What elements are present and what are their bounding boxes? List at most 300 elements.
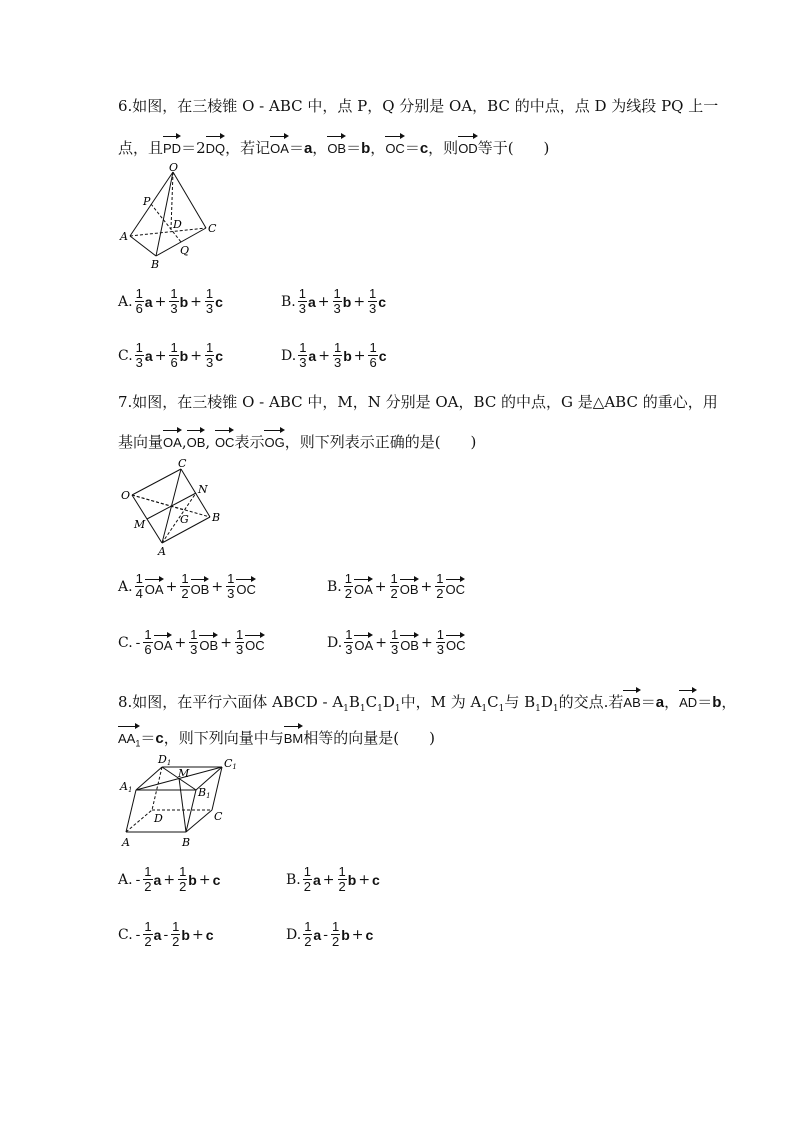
fraction: [205, 287, 214, 316]
text: AA: [118, 731, 136, 746]
numerator: 1: [304, 919, 312, 934]
term: [134, 341, 153, 370]
vector-ob: OB: [187, 428, 206, 453]
term: [225, 572, 256, 601]
fraction: [180, 572, 189, 601]
text: 的交点.若: [558, 693, 624, 711]
subscript: 1: [359, 704, 366, 714]
numerator: 1: [345, 627, 353, 642]
vector-od: OD: [458, 134, 478, 159]
vector-b: b: [361, 140, 371, 157]
denominator: 3: [170, 301, 178, 316]
term: [302, 865, 321, 894]
term: [168, 341, 188, 370]
q7-option-d[interactable]: [327, 628, 465, 657]
numerator: 1: [390, 571, 398, 586]
numerator: 1: [299, 340, 307, 355]
q8-parallelepiped-figure: [118, 752, 248, 852]
term: [302, 920, 321, 949]
vector: OB: [400, 633, 419, 653]
vector: OC: [446, 633, 466, 653]
term: [134, 572, 164, 601]
operator: +: [420, 578, 433, 595]
vector: a: [312, 871, 321, 888]
vector-oa: OA: [270, 134, 289, 159]
numerator: 1: [135, 340, 143, 355]
denominator: 2: [338, 879, 346, 894]
denominator: 3: [135, 355, 143, 370]
label-m: M: [178, 767, 190, 780]
denominator: 3: [227, 586, 235, 601]
text: ，若记: [225, 139, 271, 157]
numerator: 1: [135, 286, 143, 301]
term: [297, 287, 316, 316]
fraction: [171, 920, 180, 949]
operator: +: [322, 871, 335, 888]
segment-an: [162, 493, 196, 543]
fraction: [368, 341, 377, 370]
vector-ab: AB: [623, 688, 640, 713]
term: [337, 865, 357, 894]
denominator: 2: [181, 586, 189, 601]
subscript: 1: [498, 704, 505, 714]
numerator: 1: [144, 627, 152, 642]
denominator: 3: [333, 301, 341, 316]
text: 8.如图，在平行六面体 ABCD - A: [118, 693, 344, 711]
denominator: 2: [179, 879, 187, 894]
operator: +: [351, 926, 364, 943]
edge-a1a: [126, 790, 136, 832]
vector: c: [205, 926, 214, 943]
numerator: 1: [344, 571, 352, 586]
edge-ad: [126, 810, 152, 832]
text: 基向量: [118, 433, 164, 451]
label-c: C: [208, 222, 217, 235]
operator: +: [190, 347, 202, 364]
fraction: [436, 628, 445, 657]
text: 与 B: [504, 693, 536, 711]
numerator: 1: [436, 627, 444, 642]
vector-oc: OC: [215, 428, 235, 453]
vector: b: [341, 926, 350, 943]
term: [177, 865, 197, 894]
label-g: G: [180, 513, 189, 526]
denominator: 3: [436, 642, 444, 657]
q6-stem-line2: [118, 134, 549, 159]
fraction: [344, 628, 353, 657]
q6-option-c[interactable]: [118, 341, 223, 370]
label-b1: B1: [198, 786, 211, 800]
fraction: [298, 287, 307, 316]
vector: OB: [191, 577, 210, 597]
option-label: A.: [118, 293, 133, 310]
text: ＝2: [181, 139, 206, 157]
label-c: C: [214, 810, 223, 823]
numerator: 1: [179, 864, 187, 879]
text: ，则: [428, 139, 459, 157]
term: [234, 628, 265, 657]
operator: +: [420, 634, 433, 651]
q6-option-b[interactable]: [281, 287, 386, 316]
denominator: 3: [333, 355, 342, 370]
numerator: 1: [298, 286, 306, 301]
operator: -: [163, 926, 169, 943]
operator: +: [318, 347, 330, 364]
fraction: [226, 572, 235, 601]
vector: OA: [354, 577, 373, 597]
term: [343, 628, 373, 657]
operator: +: [353, 293, 366, 310]
vector: OC: [446, 577, 466, 597]
vector: a: [313, 926, 322, 943]
label-p: P: [143, 195, 151, 208]
label-a: A: [120, 230, 128, 243]
numerator: 1: [205, 286, 214, 301]
option-label: A.: [118, 871, 133, 888]
denominator: 3: [390, 642, 399, 657]
text: ，: [664, 693, 680, 711]
denominator: 4: [135, 586, 143, 601]
numerator: 1: [436, 571, 444, 586]
denominator: 6: [135, 301, 143, 316]
edge-c1c: [212, 767, 222, 810]
denominator: 2: [390, 586, 398, 601]
term: [213, 872, 221, 888]
text: 中，M 为 A: [400, 693, 482, 711]
operator: +: [211, 578, 224, 595]
option-label: B.: [281, 293, 296, 310]
vector: c: [365, 926, 374, 943]
operator: +: [358, 871, 371, 888]
label-m: M: [134, 518, 146, 531]
edge-b1b: [186, 790, 196, 832]
operator: -: [135, 634, 141, 651]
vector-oc: OC: [385, 134, 405, 159]
denominator: 2: [304, 934, 312, 949]
numerator: 1: [331, 919, 340, 934]
vector: c: [378, 293, 387, 310]
text: 相等的向量是( ): [303, 729, 435, 747]
vector-aa1: [118, 724, 140, 754]
vector-og: OG: [264, 428, 284, 453]
term: [365, 927, 373, 943]
term: [142, 920, 161, 949]
vector: c: [378, 347, 387, 364]
operator: +: [191, 926, 204, 943]
label-c: C: [178, 457, 187, 470]
label-d: D: [173, 218, 182, 231]
operator: +: [154, 347, 167, 364]
q6-tetrahedron-figure: [118, 160, 228, 272]
term: [434, 572, 465, 601]
vector: c: [212, 871, 221, 888]
vector: OC: [245, 633, 265, 653]
q8-option-a[interactable]: [118, 865, 220, 894]
vector: OA: [354, 633, 373, 653]
edge-ab: [130, 236, 156, 256]
option-label: B.: [327, 578, 342, 595]
text: ，则下列表示正确的是( ): [284, 433, 477, 451]
subscript: 1: [135, 738, 141, 749]
operator: -: [135, 926, 141, 943]
option-label: C.: [118, 634, 133, 651]
denominator: 6: [170, 355, 178, 370]
denominator: 2: [144, 934, 152, 949]
text: 点，且: [118, 139, 164, 157]
denominator: 3: [190, 642, 198, 657]
q8-option-d[interactable]: [286, 920, 373, 949]
q6-option-d[interactable]: [281, 341, 387, 370]
fraction: [178, 865, 187, 894]
term: [170, 920, 190, 949]
denominator: 6: [369, 355, 377, 370]
q6-stem-line1: 6.如图，在三棱锥 O - ABC 中，点 P，Q 分别是 OA，BC 的中点，点 D 为线段 PQ 上一: [118, 97, 719, 115]
term: [142, 865, 161, 894]
term: [168, 287, 188, 316]
option-label: D.: [281, 347, 297, 364]
term: [389, 628, 419, 657]
label-b: B: [151, 258, 160, 271]
vector-b: b: [712, 694, 722, 711]
fraction: [135, 341, 144, 370]
fraction: [143, 865, 152, 894]
option-label: C.: [118, 347, 133, 364]
term: [204, 287, 223, 316]
subscript: 1: [535, 704, 541, 714]
text: 表示: [234, 433, 265, 451]
operator: +: [154, 293, 167, 310]
denominator: 3: [205, 355, 214, 370]
operator: +: [317, 293, 330, 310]
term: [332, 341, 352, 370]
vector: a: [153, 926, 162, 943]
operator: +: [198, 871, 211, 888]
denominator: 3: [345, 642, 353, 657]
numerator: 1: [190, 627, 198, 642]
fraction: [390, 628, 399, 657]
segment-bm: [179, 778, 186, 832]
numerator: 1: [170, 286, 178, 301]
term: [367, 341, 386, 370]
label-q: Q: [180, 244, 190, 257]
term: [179, 572, 209, 601]
denominator: 3: [299, 355, 307, 370]
label-a: A: [122, 836, 130, 849]
label-b: B: [212, 511, 221, 524]
vector: a: [144, 293, 153, 310]
vector: b: [347, 871, 357, 888]
numerator: 1: [181, 571, 189, 586]
fraction: [169, 341, 178, 370]
label-c1: C1: [224, 757, 237, 771]
fraction: [143, 920, 152, 949]
vector-pd: PD: [163, 134, 181, 159]
vector-ob: OB: [327, 134, 346, 159]
q8-stem-line2: [118, 724, 435, 754]
operator: +: [374, 578, 387, 595]
q7-option-c[interactable]: [118, 628, 265, 657]
q7-option-a[interactable]: [118, 572, 256, 601]
numerator: 1: [135, 571, 143, 586]
numerator: 1: [227, 571, 235, 586]
text: ＝: [140, 729, 156, 747]
operator: +: [165, 578, 178, 595]
text: C: [365, 693, 378, 711]
operator: +: [190, 293, 202, 310]
text: ，则下列向量中与: [163, 729, 284, 747]
operator: +: [163, 871, 176, 888]
term: [372, 872, 380, 888]
text: ,: [181, 433, 187, 451]
vector: OA: [154, 633, 173, 653]
term: [142, 628, 172, 657]
vector: OB: [199, 633, 218, 653]
q8-stem-line1: [118, 688, 736, 719]
vector-ad: AD: [679, 688, 697, 713]
fraction: [298, 341, 307, 370]
vector: b: [181, 926, 190, 943]
q6-option-a[interactable]: [118, 287, 223, 316]
term: [332, 287, 352, 316]
term: [134, 287, 153, 316]
denominator: 2: [172, 934, 180, 949]
term: [188, 628, 218, 657]
vector: OB: [400, 577, 419, 597]
numerator: 1: [369, 286, 377, 301]
fraction: [143, 628, 152, 657]
text: ＝: [288, 139, 304, 157]
vector: c: [372, 871, 380, 888]
term: [297, 341, 316, 370]
fraction: [331, 920, 340, 949]
denominator: 3: [369, 301, 377, 316]
label-n: N: [198, 483, 208, 496]
text: ,: [205, 433, 215, 451]
vector-a: a: [303, 140, 313, 157]
fraction: [435, 572, 444, 601]
label-b: B: [182, 836, 191, 849]
vector-bm: BM: [284, 724, 304, 749]
vector-c: c: [419, 140, 429, 157]
text: B: [348, 693, 360, 711]
option-label: D.: [327, 634, 343, 651]
fraction: [333, 287, 342, 316]
edge-oc: [132, 469, 181, 495]
term: [204, 341, 223, 370]
denominator: 3: [205, 301, 214, 316]
denominator: 2: [344, 586, 352, 601]
operator: +: [174, 634, 187, 651]
q7-stem-line1: 7.如图，在三棱锥 O - ABC 中，M，N 分别是 OA，BC 的中点，G 是△ABC 的重心，用: [118, 393, 718, 411]
term: [435, 628, 466, 657]
operator: +: [353, 347, 366, 364]
vector: b: [343, 347, 352, 364]
numerator: 1: [333, 286, 341, 301]
numerator: 1: [235, 627, 244, 642]
subscript: 1: [377, 704, 383, 714]
denominator: 6: [144, 642, 152, 657]
subscript: 1: [481, 704, 488, 714]
denominator: 3: [298, 301, 306, 316]
operator: -: [323, 926, 328, 943]
denominator: 2: [303, 879, 311, 894]
term: [367, 287, 386, 316]
label-o: O: [121, 489, 131, 502]
vector: a: [144, 347, 153, 364]
option-label: C.: [118, 926, 133, 943]
numerator: 1: [144, 864, 152, 879]
fraction: [390, 572, 399, 601]
text: ＝: [346, 139, 362, 157]
vector: b: [342, 293, 352, 310]
numerator: 1: [303, 864, 311, 879]
fraction: [135, 287, 144, 316]
vector-a: a: [655, 694, 665, 711]
q7-stem-line2: [118, 428, 476, 453]
edge-bc: [186, 810, 212, 832]
vector: c: [215, 347, 223, 364]
denominator: 3: [235, 642, 244, 657]
vector-c: c: [155, 730, 164, 747]
numerator: 1: [390, 627, 399, 642]
text: ＝: [640, 693, 656, 711]
numerator: 1: [338, 864, 346, 879]
text: 等于( ): [477, 139, 550, 157]
vector: OA: [145, 577, 164, 597]
numerator: 1: [172, 919, 180, 934]
q7-option-b[interactable]: [327, 572, 465, 601]
vector-dq: DQ: [206, 134, 226, 159]
fraction: [303, 920, 312, 949]
denominator: 2: [331, 934, 340, 949]
option-label: B.: [286, 871, 301, 888]
fraction: [303, 865, 312, 894]
term: [206, 927, 214, 943]
option-label: A.: [118, 578, 133, 595]
numerator: 1: [170, 340, 178, 355]
q7-tetrahedron-figure: [118, 455, 228, 560]
label-a: A: [158, 545, 166, 558]
fraction: [235, 628, 244, 657]
term: [330, 920, 350, 949]
label-o: O: [169, 161, 179, 174]
operator: -: [135, 871, 141, 888]
label-d1: D1: [158, 753, 172, 767]
text: ，: [721, 693, 737, 711]
edge-d1d: [152, 767, 162, 810]
vector: b: [188, 871, 197, 888]
q8-option-b[interactable]: [286, 865, 380, 894]
fraction: [169, 287, 178, 316]
q8-option-c[interactable]: [118, 920, 214, 949]
option-label: D.: [286, 926, 302, 943]
subscript: 1: [394, 704, 401, 714]
operator: +: [220, 634, 232, 651]
vector: a: [307, 293, 316, 310]
vector-oa: OA: [163, 428, 182, 453]
fraction: [333, 341, 342, 370]
fraction: [344, 572, 353, 601]
numerator: 1: [333, 340, 342, 355]
text: D: [382, 693, 395, 711]
vector: a: [308, 347, 317, 364]
fraction: [135, 572, 144, 601]
fraction: [368, 287, 377, 316]
text: ＝: [404, 139, 420, 157]
term: [389, 572, 419, 601]
numerator: 1: [205, 340, 214, 355]
term: [343, 572, 373, 601]
